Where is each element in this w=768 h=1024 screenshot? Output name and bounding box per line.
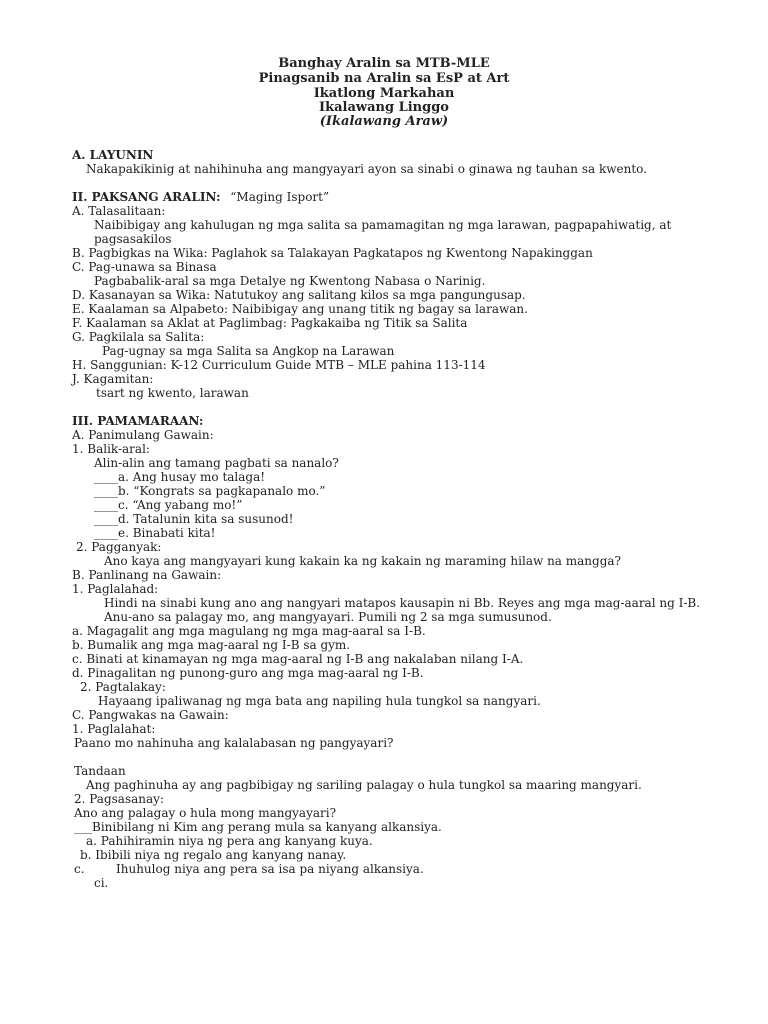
pagsasanay-label: 2. Pagsasanay: bbox=[74, 792, 164, 806]
kasanayan-line: D. Kasanayan sa Wika: Natutukoy ang salitang kilos sa mga pangungusap. bbox=[72, 288, 526, 302]
pagtalakay-text: Hayaang ipaliwanag ng mga bata ang napiling hula tungkol sa nangyari. bbox=[98, 694, 541, 708]
paglalahat-label: 1. Paglalahat: bbox=[72, 722, 156, 736]
pagsasanay-option-c-text: Ihuhulog niya ang pera sa isa pa niyang alkansiya. bbox=[116, 862, 424, 876]
panimulang-gawain-label: A. Panimulang Gawain: bbox=[72, 428, 214, 442]
choice-b: b. Bumalik ang mga mag-aaral ng I-B sa gym. bbox=[72, 638, 351, 652]
header-subtitle: Pinagsanib na Aralin sa EsP at Art bbox=[258, 71, 510, 86]
pagsasanay-option-b: b. Ibibili niya ng regalo ang kanyang nanay. bbox=[80, 848, 347, 862]
header-day: (Ikalawang Araw) bbox=[319, 114, 449, 129]
pagsasanay-option-c-letter: c. bbox=[74, 862, 85, 876]
kagamitan-text: tsart ng kwento, larawan bbox=[96, 386, 249, 400]
balik-aral-label: 1. Balik-aral: bbox=[72, 442, 150, 456]
paglalahad-label: 1. Paglalahad: bbox=[72, 582, 159, 596]
pagsasanay-question: Ano ang palagay o hula mong mangyayari? bbox=[74, 806, 337, 820]
tandaan-label: Tandaan bbox=[74, 764, 126, 778]
option-c: ____c. “Ang yabang mo!” bbox=[94, 498, 243, 512]
pag-unawa-text: Pagbabalik-aral sa mga Detalye ng Kwentong Nabasa o Narinig. bbox=[94, 274, 486, 288]
talasalitaan-label: A. Talasalitaan: bbox=[72, 204, 166, 218]
pagganyak-label: 2. Pagganyak: bbox=[76, 540, 162, 554]
section-a-heading: A. LAYUNIN bbox=[72, 148, 154, 162]
pagsasanay-option-a: a. Pahihiramin niya ng pera ang kanyang kuya. bbox=[86, 834, 373, 848]
pag-unawa-label: C. Pag-unawa sa Binasa bbox=[72, 260, 217, 274]
kagamitan-label: J. Kagamitan: bbox=[72, 372, 154, 386]
paglalahat-text: Paano mo nahinuha ang kalalabasan ng pangyayari? bbox=[74, 736, 394, 750]
aklat-line: F. Kaalaman sa Aklat at Paglimbag: Pagkakaiba ng Titik sa Salita bbox=[72, 316, 468, 330]
pagganyak-question: Ano kaya ang mangyayari kung kakain ka ng kakain ng maraming hilaw na mangga? bbox=[104, 554, 621, 568]
pagkilala-text: Pag-ugnay sa mga Salita sa Angkop na Larawan bbox=[102, 344, 395, 358]
section-ii-heading: II. PAKSANG ARALIN: bbox=[72, 190, 221, 204]
section-iii-heading: III. PAMAMARAAN: bbox=[72, 414, 204, 428]
talasalitaan-text-1: Naibibigay ang kahulugan ng mga salita sa pamamagitan ng mga larawan, pagpapahiwatig, at bbox=[94, 218, 672, 232]
choice-a: a. Magagalit ang mga magulang ng mga mag-aaral sa I-B. bbox=[72, 624, 426, 638]
panlinang-label: B. Panlinang na Gawain: bbox=[72, 568, 222, 582]
pagsasanay-intro: ___Binibilang ni Kim ang perang mula sa kanyang alkansiya. bbox=[74, 820, 442, 834]
paglalahad-text-1: Hindi na sinabi kung ano ang nangyari matapos kausapin ni Bb. Reyes ang mga mag-aaral ng I-B. bbox=[104, 596, 701, 610]
choice-d: d. Pinagalitan ng punong-guro ang mga mag-aaral ng I-B. bbox=[72, 666, 424, 680]
section-ii-heading-row bbox=[72, 190, 329, 204]
header-title: Banghay Aralin sa MTB-MLE bbox=[278, 56, 490, 71]
pagsasanay-option-ci: ci. bbox=[94, 876, 109, 890]
balik-aral-question: Alin-alin ang tamang pagbati sa nanalo? bbox=[94, 456, 339, 470]
section-ii-topic: “Maging Isport” bbox=[230, 190, 330, 204]
pagkilala-label: G. Pagkilala sa Salita: bbox=[72, 330, 205, 344]
option-e: ____e. Binabati kita! bbox=[94, 526, 216, 540]
option-d: ____d. Tatalunin kita sa susunod! bbox=[94, 512, 294, 526]
option-a: ____a. Ang husay mo talaga! bbox=[94, 470, 266, 484]
header-week: Ikalawang Linggo bbox=[319, 100, 449, 115]
talasalitaan-text-2: pagsasakilos bbox=[94, 232, 172, 246]
pagbigkas-line: B. Pagbigkas na Wika: Paglahok sa Talakayan Pagkatapos ng Kwentong Napakinggan bbox=[72, 246, 593, 260]
alpabeto-line: E. Kaalaman sa Alpabeto: Naibibigay ang unang titik ng bagay sa larawan. bbox=[72, 302, 528, 316]
section-a-text: Nakapakikinig at nahihinuha ang mangyayari ayon sa sinabi o ginawa ng tauhan sa kwento. bbox=[86, 162, 647, 176]
pagtalakay-label: 2. Pagtalakay: bbox=[80, 680, 166, 694]
pangwakas-label: C. Pangwakas na Gawain: bbox=[72, 708, 229, 722]
choice-c: c. Binati at kinamayan ng mga mag-aaral ng I-B ang nakalaban nilang I-A. bbox=[72, 652, 524, 666]
sanggunian-line: H. Sanggunian: K-12 Curriculum Guide MTB – MLE pahina 113-114 bbox=[72, 358, 486, 372]
option-b: ____b. “Kongrats sa pagkapanalo mo.” bbox=[94, 484, 326, 498]
tandaan-text: Ang paghinuha ay ang pagbibigay ng sariling palagay o hula tungkol sa maaring mangyari. bbox=[86, 778, 642, 792]
paglalahad-text-2: Anu-ano sa palagay mo, ang mangyayari. Pumili ng 2 sa mga sumusunod. bbox=[104, 610, 552, 624]
header-quarter: Ikatlong Markahan bbox=[313, 86, 455, 101]
